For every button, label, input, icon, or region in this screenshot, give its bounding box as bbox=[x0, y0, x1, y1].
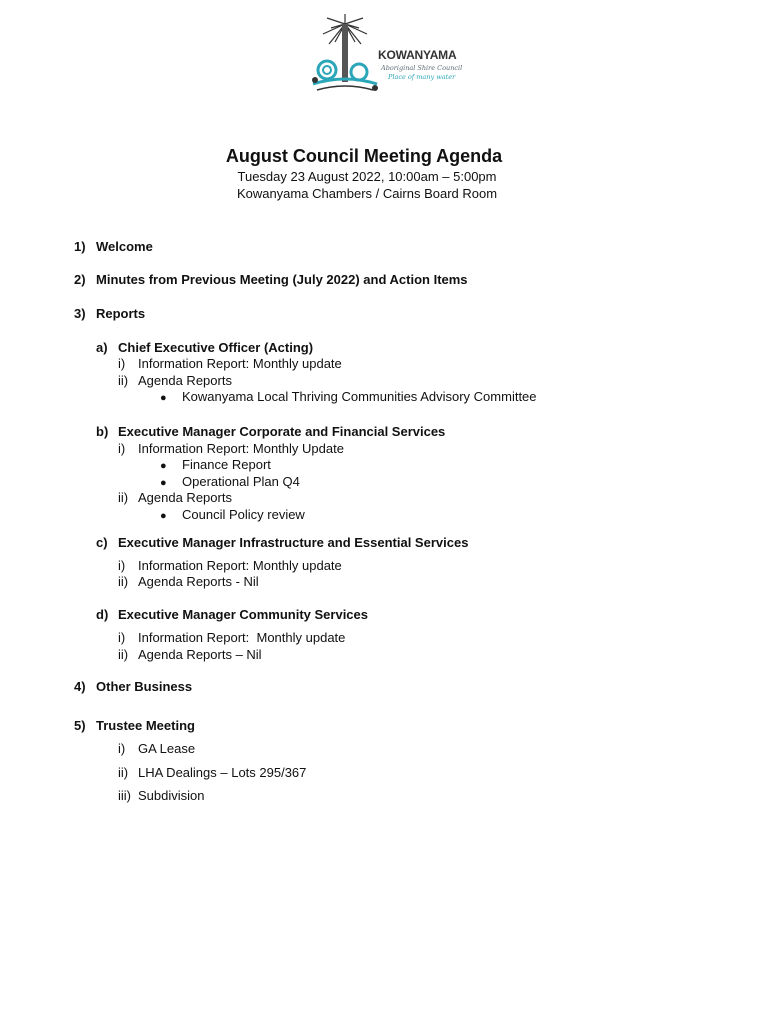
agenda-item-welcome bbox=[74, 239, 153, 254]
item-label: Other Business bbox=[96, 679, 193, 694]
logo-subtitle: Aboriginal Shire Council bbox=[381, 64, 463, 72]
meeting-location: Kowanyama Chambers / Cairns Board Room bbox=[236, 186, 498, 201]
agenda-item-other-business bbox=[74, 679, 192, 694]
subitem-label: Information Report: Monthly update bbox=[138, 356, 342, 371]
agenda-item-reports bbox=[74, 306, 145, 321]
subitem-number: iii) bbox=[118, 788, 131, 803]
subitem bbox=[118, 441, 344, 456]
bullet-icon: ● bbox=[160, 510, 167, 522]
bullet-item bbox=[160, 389, 537, 404]
bullet-icon: ● bbox=[160, 392, 167, 404]
subitem bbox=[118, 647, 262, 662]
report-section-corporate bbox=[96, 424, 445, 439]
report-section-ceo bbox=[96, 340, 313, 355]
section-label: Executive Manager Infrastructure and Essential Services bbox=[118, 535, 469, 550]
subitem bbox=[118, 741, 195, 756]
subitem-label: Information Report: Monthly Update bbox=[138, 441, 344, 456]
subitem-label: Agenda Reports – Nil bbox=[138, 647, 262, 662]
subitem bbox=[118, 574, 259, 589]
subitem-number: ii) bbox=[118, 373, 129, 388]
item-label: Welcome bbox=[96, 239, 153, 254]
subitem-label: Information Report: Monthly update bbox=[138, 558, 342, 573]
agenda-item-trustee-meeting bbox=[74, 718, 195, 733]
item-label: Reports bbox=[96, 306, 146, 321]
subitem-label: Agenda Reports bbox=[138, 373, 232, 388]
subitem-label: Subdivision bbox=[138, 788, 205, 803]
report-section-infrastructure bbox=[96, 535, 468, 550]
subitem bbox=[118, 765, 306, 780]
section-letter: b) bbox=[96, 424, 109, 439]
subitem-label: GA Lease bbox=[138, 741, 196, 756]
item-number: 1) bbox=[74, 239, 86, 254]
item-number: 2) bbox=[74, 272, 86, 287]
subitem bbox=[118, 373, 232, 388]
bullet-label: Kowanyama Local Thriving Communities Advisory Committee bbox=[182, 389, 537, 404]
subitem bbox=[118, 558, 342, 573]
section-letter: a) bbox=[96, 340, 108, 355]
subitem bbox=[118, 788, 205, 803]
bullet-label: Operational Plan Q4 bbox=[182, 474, 300, 489]
meeting-datetime: Tuesday 23 August 2022, 10:00am – 5:00pm bbox=[237, 169, 497, 184]
logo-wordmark: KOWANYAMA bbox=[378, 48, 457, 62]
bullet-icon: ● bbox=[160, 460, 167, 472]
bullet-label: Council Policy review bbox=[182, 507, 305, 522]
subitem-number: i) bbox=[118, 558, 126, 573]
bullet-label: Finance Report bbox=[182, 457, 271, 472]
subitem-number: ii) bbox=[118, 765, 129, 780]
council-logo bbox=[305, 14, 465, 96]
subitem-label: Agenda Reports bbox=[138, 490, 232, 505]
item-label: Trustee Meeting bbox=[96, 718, 195, 733]
section-letter: d) bbox=[96, 607, 109, 622]
subitem-number: i) bbox=[118, 356, 126, 371]
bullet-item bbox=[160, 507, 305, 522]
subitem-number: i) bbox=[118, 630, 126, 645]
subitem-label: LHA Dealings – Lots 295/367 bbox=[138, 765, 307, 780]
section-label: Chief Executive Officer (Acting) bbox=[118, 340, 314, 355]
subitem-number: i) bbox=[118, 441, 126, 456]
item-label: Minutes from Previous Meeting (July 2022) and Action Items bbox=[96, 272, 468, 287]
item-number: 5) bbox=[74, 718, 86, 733]
bullet-item bbox=[160, 474, 300, 489]
agenda-item-minutes bbox=[74, 272, 468, 287]
report-section-community bbox=[96, 607, 368, 622]
item-number: 3) bbox=[74, 306, 86, 321]
palm-tree-logo-icon bbox=[305, 14, 385, 96]
subitem-number: i) bbox=[118, 741, 126, 756]
subitem bbox=[118, 356, 342, 371]
section-letter: c) bbox=[96, 535, 108, 550]
subitem-label: Information Report: Monthly update bbox=[138, 630, 346, 645]
section-label: Executive Manager Community Services bbox=[118, 607, 368, 622]
subitem bbox=[118, 630, 345, 645]
subitem-number: ii) bbox=[118, 490, 129, 505]
item-number: 4) bbox=[74, 679, 86, 694]
section-label: Executive Manager Corporate and Financial Services bbox=[118, 424, 446, 439]
subitem-number: ii) bbox=[118, 574, 129, 589]
bullet-icon: ● bbox=[160, 477, 167, 489]
subitem bbox=[118, 490, 232, 505]
logo-tagline: Place of many water bbox=[388, 73, 456, 81]
bullet-item bbox=[160, 457, 271, 472]
page-title: August Council Meeting Agenda bbox=[225, 146, 503, 166]
subitem-label: Agenda Reports - Nil bbox=[138, 574, 259, 589]
subitem-number: ii) bbox=[118, 647, 129, 662]
